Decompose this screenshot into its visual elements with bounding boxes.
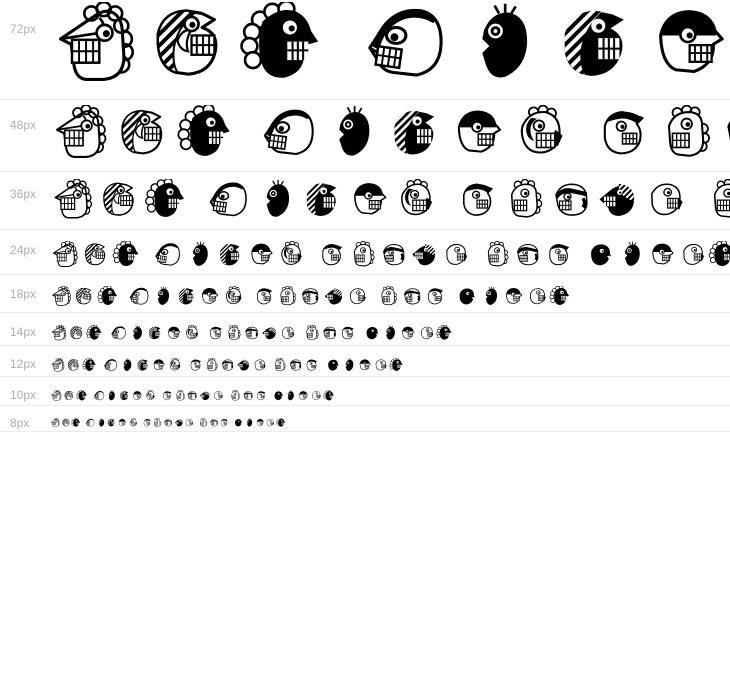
face-glyph-x bbox=[339, 325, 356, 342]
face-glyph-f bbox=[705, 179, 730, 223]
face-glyph-c bbox=[447, 105, 506, 164]
face-glyph-o bbox=[379, 241, 408, 270]
word-space bbox=[331, 89, 361, 90]
face-glyph-k bbox=[510, 105, 569, 164]
face-glyph-s bbox=[549, 286, 571, 308]
face-glyph-h bbox=[144, 2, 232, 90]
face-glyph-p bbox=[678, 241, 707, 270]
face-glyph-i bbox=[106, 418, 116, 428]
face-glyph-p bbox=[373, 358, 388, 373]
face-glyph-T bbox=[50, 179, 94, 223]
face-glyph-n bbox=[643, 179, 687, 223]
face-glyph-j bbox=[325, 358, 340, 373]
face-glyph-m bbox=[647, 241, 676, 270]
face-glyph-T bbox=[50, 241, 79, 270]
glyph-strip bbox=[50, 346, 730, 376]
size-row bbox=[0, 313, 730, 346]
face-glyph-h bbox=[97, 179, 141, 223]
face-glyph-w bbox=[199, 390, 211, 402]
glyph-strip bbox=[50, 100, 730, 171]
face-glyph-x bbox=[255, 390, 267, 402]
face-glyph-o bbox=[299, 286, 321, 308]
face-glyph-h bbox=[68, 325, 85, 342]
face-glyph-x bbox=[219, 418, 229, 428]
face-glyph-k bbox=[183, 325, 200, 342]
face-glyph-n bbox=[279, 325, 296, 342]
face-glyph-e bbox=[112, 241, 141, 270]
face-glyph-u bbox=[253, 179, 297, 223]
face-glyph-f bbox=[272, 358, 287, 373]
face-glyph-o bbox=[321, 325, 338, 342]
glyph-strip bbox=[50, 406, 730, 431]
face-glyph-e bbox=[97, 286, 119, 308]
face-glyph-n bbox=[212, 390, 224, 402]
face-glyph-b bbox=[593, 105, 652, 164]
face-glyph-j bbox=[272, 390, 284, 402]
word-space bbox=[575, 269, 585, 270]
face-glyph-e bbox=[71, 418, 81, 428]
face-glyph-r bbox=[204, 358, 219, 373]
face-glyph-s bbox=[708, 241, 730, 270]
face-glyph-o bbox=[163, 418, 173, 428]
face-glyph-r bbox=[502, 179, 546, 223]
face-glyph-u bbox=[105, 390, 117, 402]
face-glyph-n bbox=[441, 241, 470, 270]
word-space bbox=[440, 222, 455, 223]
face-glyph-s bbox=[436, 325, 453, 342]
face-glyph-T bbox=[50, 418, 60, 428]
face-glyph-m bbox=[399, 325, 416, 342]
face-glyph-s bbox=[389, 358, 404, 373]
face-glyph-n bbox=[252, 358, 267, 373]
word-space bbox=[448, 307, 456, 308]
face-glyph-o bbox=[209, 418, 219, 428]
face-glyph-b bbox=[317, 241, 346, 270]
face-glyph-h bbox=[61, 418, 71, 428]
face-glyph-i bbox=[118, 390, 130, 402]
face-glyph-T bbox=[50, 358, 65, 373]
face-glyph-c bbox=[151, 358, 166, 373]
face-glyph-m bbox=[255, 418, 265, 428]
size-row bbox=[0, 172, 730, 230]
word-space bbox=[573, 163, 593, 164]
face-glyph-u bbox=[128, 325, 145, 342]
face-glyph-c bbox=[165, 325, 182, 342]
face-glyph-x bbox=[424, 286, 446, 308]
face-glyph-q bbox=[361, 2, 449, 90]
face-glyph-m bbox=[357, 358, 372, 373]
face-glyph-o bbox=[243, 325, 260, 342]
face-glyph-r bbox=[174, 390, 186, 402]
glyph-strip bbox=[50, 0, 730, 99]
size-label: 8px bbox=[10, 416, 30, 430]
word-space bbox=[245, 307, 253, 308]
face-glyph-f bbox=[229, 390, 241, 402]
size-label: 36px bbox=[10, 187, 37, 201]
face-glyph-o bbox=[513, 241, 542, 270]
face-glyph-r bbox=[276, 286, 298, 308]
word-space bbox=[143, 269, 153, 270]
face-glyph-T bbox=[50, 2, 138, 90]
size-label: 14px bbox=[10, 325, 37, 339]
face-glyph-o bbox=[242, 390, 254, 402]
face-glyph-w bbox=[174, 418, 184, 428]
face-glyph-q bbox=[110, 325, 127, 342]
word-space bbox=[690, 222, 705, 223]
face-glyph-T bbox=[50, 390, 62, 402]
face-glyph-u bbox=[616, 241, 645, 270]
size-row bbox=[0, 406, 730, 432]
face-glyph-o bbox=[401, 286, 423, 308]
word-space bbox=[238, 163, 258, 164]
face-glyph-f bbox=[198, 418, 208, 428]
face-glyph-h bbox=[63, 390, 75, 402]
face-glyph-q bbox=[128, 286, 150, 308]
size-row bbox=[0, 0, 730, 100]
face-glyph-i bbox=[146, 325, 163, 342]
size-label: 48px bbox=[10, 118, 37, 132]
face-glyph-x bbox=[544, 241, 573, 270]
size-label: 18px bbox=[10, 287, 37, 301]
face-glyph-i bbox=[215, 241, 244, 270]
face-glyph-j bbox=[233, 418, 243, 428]
face-glyph-p bbox=[418, 325, 435, 342]
face-glyph-h bbox=[73, 286, 95, 308]
size-label: 12px bbox=[10, 357, 37, 371]
face-glyph-h bbox=[81, 241, 110, 270]
face-glyph-e bbox=[86, 325, 103, 342]
face-glyph-o bbox=[186, 390, 198, 402]
face-glyph-T bbox=[50, 286, 72, 308]
face-glyph-w bbox=[410, 241, 439, 270]
face-glyph-h bbox=[66, 358, 81, 373]
face-glyph-p bbox=[310, 390, 322, 402]
face-glyph-p bbox=[526, 286, 548, 308]
face-glyph-e bbox=[82, 358, 97, 373]
face-glyph-r bbox=[225, 325, 242, 342]
face-glyph-b bbox=[207, 325, 224, 342]
size-label: 10px bbox=[10, 388, 37, 402]
size-row bbox=[0, 100, 730, 172]
face-glyph-n bbox=[184, 418, 194, 428]
face-glyph-c bbox=[246, 241, 275, 270]
face-glyph-r bbox=[656, 105, 715, 164]
face-glyph-k bbox=[393, 179, 437, 223]
face-glyph-q bbox=[206, 179, 250, 223]
face-glyph-r bbox=[152, 418, 162, 428]
face-glyph-q bbox=[103, 358, 118, 373]
face-glyph-b bbox=[161, 390, 173, 402]
face-glyph-h bbox=[113, 105, 172, 164]
face-glyph-u bbox=[284, 390, 296, 402]
face-glyph-e bbox=[238, 2, 326, 90]
face-glyph-n bbox=[346, 286, 368, 308]
word-space bbox=[120, 307, 128, 308]
glyph-strip bbox=[50, 377, 730, 405]
face-glyph-w bbox=[261, 325, 278, 342]
face-glyph-q bbox=[259, 105, 318, 164]
face-glyph-u bbox=[381, 325, 398, 342]
face-glyph-f bbox=[482, 241, 511, 270]
face-glyph-i bbox=[384, 105, 443, 164]
face-glyph-u bbox=[341, 358, 356, 373]
size-row bbox=[0, 346, 730, 377]
size-label: 24px bbox=[10, 243, 37, 257]
face-glyph-k bbox=[276, 241, 305, 270]
face-glyph-k bbox=[167, 358, 182, 373]
face-glyph-T bbox=[50, 105, 109, 164]
face-glyph-T bbox=[50, 325, 67, 342]
face-glyph-i bbox=[299, 179, 343, 223]
face-glyph-q bbox=[85, 418, 95, 428]
face-glyph-u bbox=[151, 286, 173, 308]
face-glyph-u bbox=[244, 418, 254, 428]
face-glyph-e bbox=[176, 105, 235, 164]
word-space bbox=[472, 269, 482, 270]
word-space bbox=[370, 307, 378, 308]
face-glyph-k bbox=[222, 286, 244, 308]
face-glyph-u bbox=[96, 418, 106, 428]
face-glyph-j bbox=[585, 241, 614, 270]
face-glyph-w bbox=[236, 358, 251, 373]
face-glyph-q bbox=[153, 241, 182, 270]
face-glyph-m bbox=[502, 286, 524, 308]
face-glyph-c bbox=[198, 286, 220, 308]
glyph-strip bbox=[50, 172, 730, 229]
face-glyph-u bbox=[479, 286, 501, 308]
face-glyph-j bbox=[363, 325, 380, 342]
face-glyph-c bbox=[117, 418, 127, 428]
face-glyph-b bbox=[455, 179, 499, 223]
glyph-strip bbox=[50, 313, 730, 345]
face-glyph-o bbox=[549, 179, 593, 223]
face-glyph-w bbox=[596, 179, 640, 223]
face-glyph-i bbox=[175, 286, 197, 308]
face-glyph-o bbox=[288, 358, 303, 373]
glyph-strip bbox=[50, 230, 730, 274]
face-glyph-e bbox=[144, 179, 188, 223]
face-glyph-c bbox=[131, 390, 143, 402]
face-glyph-u bbox=[119, 358, 134, 373]
size-row bbox=[0, 275, 730, 313]
word-space bbox=[191, 222, 206, 223]
face-glyph-b bbox=[142, 418, 152, 428]
face-glyph-u bbox=[321, 105, 380, 164]
face-glyph-i bbox=[135, 358, 150, 373]
glyph-strip bbox=[50, 275, 730, 312]
face-glyph-q bbox=[93, 390, 105, 402]
face-glyph-i bbox=[549, 2, 637, 90]
face-glyph-u bbox=[455, 2, 543, 90]
face-glyph-s bbox=[276, 418, 286, 428]
face-glyph-w bbox=[323, 286, 345, 308]
face-glyph-j bbox=[455, 286, 477, 308]
face-glyph-f bbox=[303, 325, 320, 342]
face-glyph-p bbox=[265, 418, 275, 428]
face-glyph-o bbox=[719, 105, 730, 164]
face-glyph-e bbox=[76, 390, 88, 402]
size-row bbox=[0, 230, 730, 275]
face-glyph-m bbox=[297, 390, 309, 402]
face-glyph-f bbox=[377, 286, 399, 308]
face-glyph-s bbox=[323, 390, 335, 402]
word-space bbox=[307, 269, 317, 270]
size-row bbox=[0, 377, 730, 406]
face-glyph-b bbox=[188, 358, 203, 373]
face-glyph-x bbox=[304, 358, 319, 373]
face-glyph-k bbox=[144, 390, 156, 402]
face-glyph-c bbox=[643, 2, 730, 90]
face-glyph-o bbox=[220, 358, 235, 373]
face-glyph-b bbox=[253, 286, 275, 308]
face-glyph-r bbox=[348, 241, 377, 270]
face-glyph-k bbox=[128, 418, 138, 428]
face-glyph-c bbox=[346, 179, 390, 223]
size-label: 72px bbox=[10, 22, 37, 36]
face-glyph-u bbox=[184, 241, 213, 270]
